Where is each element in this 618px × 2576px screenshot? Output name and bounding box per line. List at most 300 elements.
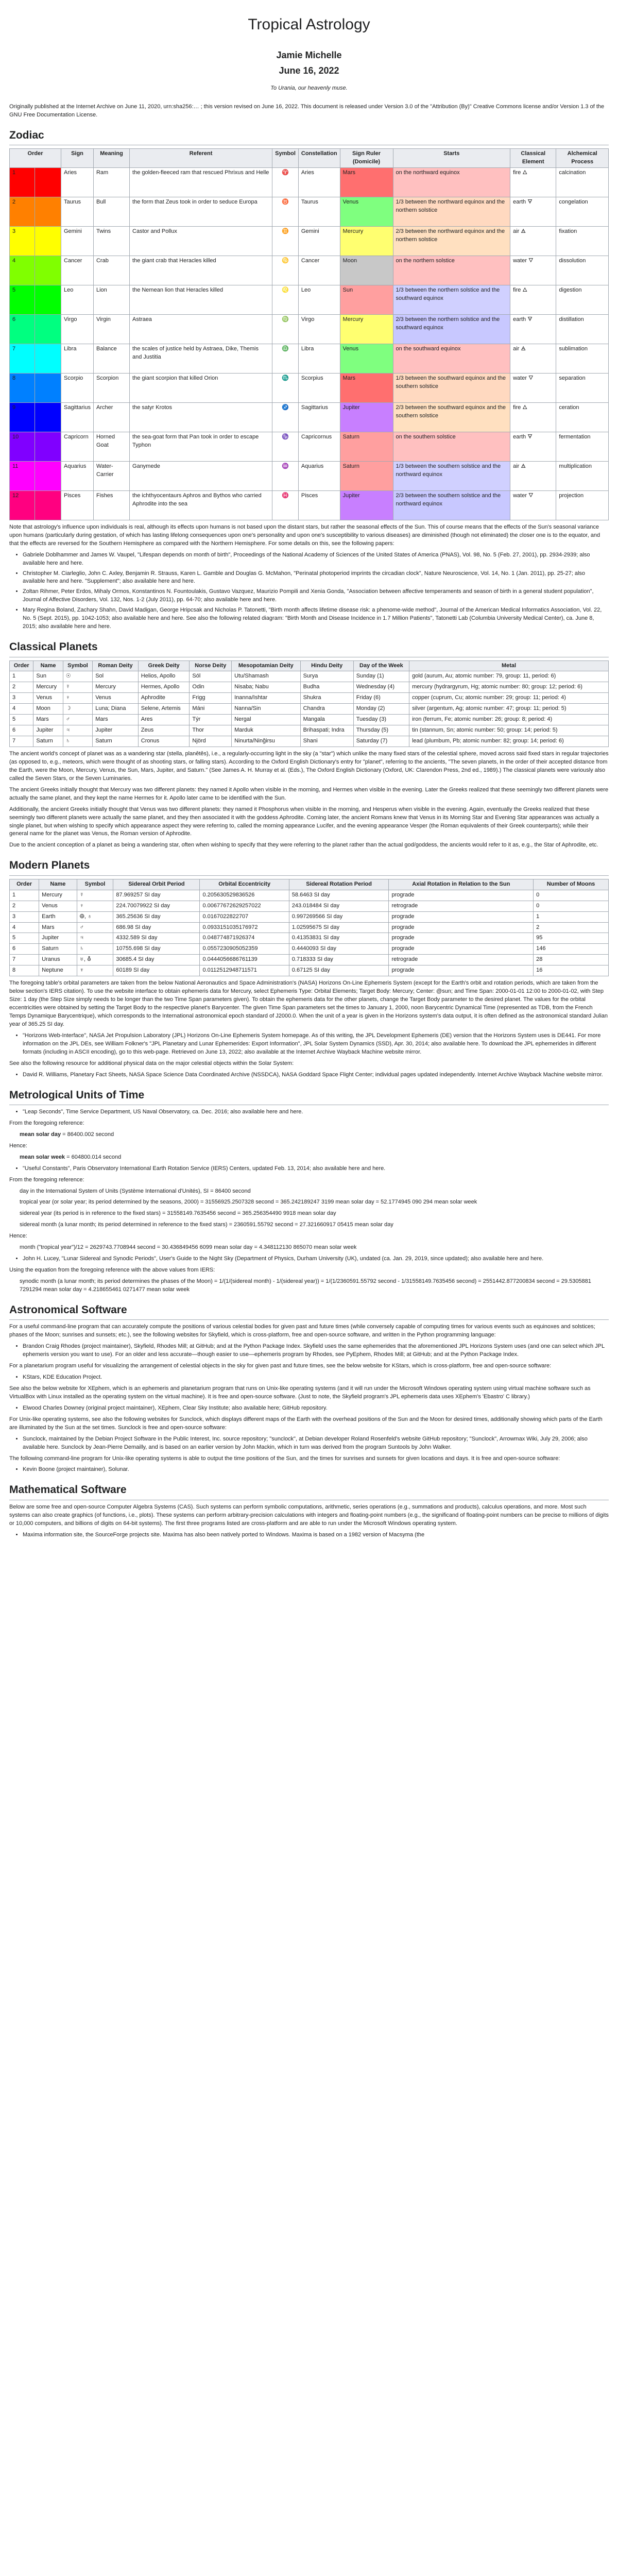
zodiac-row — [10, 344, 609, 373]
table-row — [10, 922, 609, 933]
table-cell: Aphrodite — [138, 693, 190, 704]
reference-item[interactable]: • Brandon Craig Rhodes (project maintainer), Skyfield, Rhodes Mill; at GitHub; and at the Python Package Index. Skyfield uses the same ephemerides that the aforementioned JPL Horizons System uses (and one can select which JPL ephemeris version you want to use). For an older and less accurate—though easier to use—ephemeris program by Rhodes, see PyEphem, Rhodes Mill; at GitHub; and at the Python Package Index. — [23, 1343, 609, 1359]
table-cell: Máni — [190, 704, 232, 715]
metrology-heading: Metrological Units of Time — [9, 1088, 609, 1105]
table-cell: ☿ — [77, 890, 113, 901]
intro-paragraph: Originally published at the Internet Archive on June 11, 2020, urn:sha256:… ; this version revised on June 16, 2022. This document is released under Version 3.0 of the "Attribution (By)" Creative Commons license and/or Version 1.3 of the GNU Free Documentation License. — [9, 103, 605, 118]
table-cell: Hermes, Apollo — [138, 682, 190, 693]
table-row — [10, 944, 609, 955]
constellation-cell: Leo — [298, 285, 340, 314]
publication-date: June 16, 2022 — [279, 65, 339, 76]
table-cell: Ninurta/Ninğirsu — [232, 736, 301, 747]
column-header: Sign Ruler (Domicile) — [340, 148, 393, 167]
process-cell: projection — [556, 490, 609, 520]
column-header: Day of the Week — [353, 660, 409, 671]
sign-cell: Scorpio — [61, 373, 94, 402]
column-header: Number of Moons — [534, 879, 609, 890]
classical-paragraph: The ancient world's concept of planet was as a wandering star (stella, planêtês), i.e., a regularly-occurring light in the sky (a "star") which unlike the many fixed stars of the celestial sphere, moved across said fixed stars in regular trajectories (as opposed to, e.g., meteors, which were thought of as shooting stars, or falling stars). According to the Oxford English Dictionary's entry for "planet", referring to the ancients, "The seven planets, in the order of their accepted distance from the Earth, were the Moon, Mercury, Venus, the Sun, Mars, Jupiter, and Saturn." (See James A. H. Murray et al. (Eds.), The Oxford English Dictionary (Oxford, UK: Clarendon Press, 2nd ed., 1989).) The classical planets were variously also called the Seven Stars, or the Seven Luminaries. — [9, 751, 609, 782]
reference-item[interactable]: • Maxima information site, the SourceForge projects site. Maxima has also been natively ported to Windows. Maxima is based on a 1982 version of Macsyma (the — [23, 1531, 609, 1539]
table-cell: Sól — [190, 671, 232, 682]
table-cell: 87.969257 SI day — [113, 890, 200, 901]
table-cell: Wednesday (4) — [353, 682, 409, 693]
symbol-cell: ♉ — [272, 197, 299, 226]
table-cell: Tuesday (3) — [353, 715, 409, 725]
order-cell: 8 — [10, 373, 35, 402]
process-cell: distillation — [556, 314, 609, 344]
table-row — [10, 725, 609, 736]
table-cell: 2 — [10, 682, 33, 693]
table-cell: Týr — [190, 715, 232, 725]
paragraph: The following command-line program for Unix-like operating systems is able to output the time positions of the Sun, and the times for sunrises and sunsets for given locations and days. It is free and open-source software: — [9, 1455, 560, 1462]
table-cell: Nanna/Sin — [232, 704, 301, 715]
table-cell: ♃ — [63, 725, 92, 736]
table-cell: tin (stannum, Sn; atomic number: 50; group: 14; period: 5) — [409, 725, 609, 736]
order-cell: 7 — [10, 344, 35, 373]
process-cell: digestion — [556, 285, 609, 314]
reference-item[interactable]: • Zoltan Rihmer, Peter Erdos, Mihaly Ormos, Konstantinos N. Fountoulakis, Gustavo Vazquez, Maurizio Pompili and Xenia Gonda, "Association between affective temperaments and season of birth in a general student population", Journal of Affective Disorders, Vol. 132, Nos. 1-2 (July 2011), pp. 64-70; also available here and here. — [23, 588, 609, 604]
table-cell: 0.997269566 SI day — [289, 911, 389, 922]
table-cell: 30685.4 SI day — [113, 955, 200, 965]
sign-cell: Aquarius — [61, 461, 94, 490]
element-cell: fire 🜂 — [510, 402, 556, 432]
reference-item[interactable]: • Christopher M. Ciarleglio, John C. Axley, Benjamin R. Strauss, Karen L. Gamble and Douglas G. McMahon, "Perinatal photoperiod imprints the circadian clock", Nature Neuroscience, Vol. 14, No. 1 (Jan. 2011), pp. 25-27; also available here and here. "Supplement"; also available here and here. — [23, 570, 609, 586]
meaning-cell: Horned Goat — [93, 432, 129, 461]
table-cell: lead (plumbum, Pb; atomic number: 82; group: 14; period: 6) — [409, 736, 609, 747]
color-swatch — [35, 402, 61, 432]
table-cell: Utu/Shamash — [232, 671, 301, 682]
text-line: From the foregoing reference: — [9, 1176, 84, 1183]
ruler-cell: Mercury — [340, 314, 393, 344]
table-cell: copper (cuprum, Cu; atomic number: 29; group: 11; period: 4) — [409, 693, 609, 704]
table-cell: ☿ — [63, 682, 92, 693]
constellation-cell: Gemini — [298, 226, 340, 256]
table-cell: 0.0557230905052359 — [200, 944, 289, 955]
color-swatch — [35, 167, 61, 197]
table-cell: 7 — [10, 955, 39, 965]
table-cell: Cronus — [138, 736, 190, 747]
table-cell: Mars — [39, 922, 77, 933]
sign-cell: Cancer — [61, 256, 94, 285]
column-header: Order — [10, 148, 61, 167]
order-cell: 2 — [10, 197, 35, 226]
element-cell: air 🜁 — [510, 344, 556, 373]
table-cell: 5 — [10, 933, 39, 944]
table-cell: 0.205630529836526 — [200, 890, 289, 901]
starts-cell: on the southern solstice — [393, 432, 510, 461]
table-cell: Marduk — [232, 725, 301, 736]
starts-cell: on the northward equinox — [393, 167, 510, 197]
table-row — [10, 955, 609, 965]
column-header: Metal — [409, 660, 609, 671]
table-cell: prograde — [389, 933, 534, 944]
symbol-cell: ♌ — [272, 285, 299, 314]
symbol-cell: ♍ — [272, 314, 299, 344]
table-cell: 0.41353831 SI day — [289, 933, 389, 944]
process-cell: fermentation — [556, 432, 609, 461]
starts-cell: 2/3 between the northward equinox and the northern solstice — [393, 226, 510, 256]
reference-item[interactable]: • Sunclock, maintained by the Debian Project Software in the Public Interest, Inc. source repository; "sunclock", at Debian developer Roland Rosenfeld's website GitHub repository; "Sunclock", Arrowmax Wiki, July 29, 2006; also available here. Sunclock by Jean-Pierre Demailly, and is based on an earlier version by John Mackin, which in turn was derived from the program Suntools by John Walker. — [23, 1435, 609, 1452]
ruler-cell: Mars — [340, 373, 393, 402]
ruler-cell: Mercury — [340, 226, 393, 256]
modern-references — [23, 1032, 609, 1057]
table-cell: ♄ — [63, 736, 92, 747]
order-cell: 6 — [10, 314, 35, 344]
meaning-cell: Water-Carrier — [93, 461, 129, 490]
sign-cell: Leo — [61, 285, 94, 314]
modern-paragraph: See also the following resource for additional physical data on the major celestial objects within the Solar System: — [9, 1060, 294, 1066]
table-cell: 28 — [534, 955, 609, 965]
reference-item[interactable]: • John H. Lucey, "Lunar Sidereal and Synodic Periods", User's Guide to the Night Sky (Department of Physics, Durham University (UK), undated (ca. Jan. 29, 2019, since updated); also available here and here. — [23, 1255, 609, 1263]
table-cell: Thursday (5) — [353, 725, 409, 736]
column-header: Alchemical Process — [556, 148, 609, 167]
column-header: Sidereal Orbit Period — [113, 879, 200, 890]
table-cell: retrograde — [389, 955, 534, 965]
table-cell: iron (ferrum, Fe; atomic number: 26; group: 8; period: 4) — [409, 715, 609, 725]
table-cell: 16 — [534, 965, 609, 976]
ruler-cell: Venus — [340, 344, 393, 373]
table-cell: Brihaspati; Indra — [300, 725, 353, 736]
ruler-cell: Jupiter — [340, 402, 393, 432]
zodiac-row — [10, 256, 609, 285]
order-cell: 11 — [10, 461, 35, 490]
modern-paragraph: The foregoing table's orbital parameters are taken from the below National Aeronautics and Space Administration's (NASA) Horizons On-Line Ephemeris System (except for the Earth's orbit and rotation periods, which are taken from the below section's IERS citation). To use the website interface to obtain ephemeris data for Mercury, select Ephemeris Type: Orbital Elements; Target Body: Mercury; Center: @sun; and Time Span: 2000-01-01 12:00 to 2000-01-02, with Step Size: 1 day (the Step Size simply needs to be longer than the two Time Span parameters given). To obtain the ephemeris data for the other planets, change the Target Body parameter to the desired planet. The values for the orbital eccentricities were obtained by setting the Target Body to the respective planet's Barycenter. The given Time Span parameters set the times to January 1, 2000, noon Barycentric Dynamical Time (represented as TDB, from the French Temps Dynamique Barycentrique), which corresponds to the International astronomical epoch standard of J2000.0. When the unit of a year is given in the Horizons system's data output, it is often defined as the astronomical standard Julian year of 365.25 SI day. — [9, 980, 608, 1027]
starts-cell: 1/3 between the southern solstice and the northward equinox — [393, 461, 510, 490]
table-cell: Selene, Artemis — [138, 704, 190, 715]
zodiac-header-row — [10, 148, 609, 167]
color-swatch — [35, 432, 61, 461]
process-cell: fixation — [556, 226, 609, 256]
reference-item[interactable]: • Elwood Charles Downey (original project maintainer), XEphem, Clear Sky Institute; also available here; GitHub repository. — [23, 1404, 609, 1413]
reference-item[interactable]: • "Useful Constants", Paris Observatory International Earth Rotation Service (IERS) Centers, updated Feb. 13, 2014; also available here and here. — [23, 1165, 609, 1173]
meaning-cell: Archer — [93, 402, 129, 432]
starts-cell: on the southward equinox — [393, 344, 510, 373]
starts-cell: 2/3 between the northern solstice and the southward equinox — [393, 314, 510, 344]
referent-cell: the golden-fleeced ram that rescued Phrixus and Helle — [130, 167, 272, 197]
table-cell: 7 — [10, 736, 33, 747]
column-header: Symbol — [77, 879, 113, 890]
table-cell: 224.70079922 SI day — [113, 901, 200, 911]
element-cell: earth 🜃 — [510, 432, 556, 461]
column-header: Starts — [393, 148, 510, 167]
text-line: Hence: — [9, 1142, 27, 1149]
zodiac-row — [10, 197, 609, 226]
column-header: Name — [33, 660, 63, 671]
ruler-cell: Saturn — [340, 461, 393, 490]
table-cell: 0 — [534, 901, 609, 911]
referent-cell: the form that Zeus took in order to seduce Europa — [130, 197, 272, 226]
table-cell: Jupiter — [33, 725, 63, 736]
table-cell: 4 — [10, 704, 33, 715]
classical-planets-table — [9, 660, 609, 748]
table-cell: 2 — [10, 901, 39, 911]
term: mean solar week — [20, 1154, 65, 1160]
starts-cell: on the northern solstice — [393, 256, 510, 285]
table-cell: 2 — [534, 922, 609, 933]
table-row — [10, 715, 609, 725]
element-cell: air 🜁 — [510, 226, 556, 256]
table-cell: Mars — [93, 715, 139, 725]
zodiac-row — [10, 373, 609, 402]
color-swatch — [35, 490, 61, 520]
table-cell: Mercury — [33, 682, 63, 693]
table-cell: Budha — [300, 682, 353, 693]
table-cell: Thor — [190, 725, 232, 736]
ruler-cell: Moon — [340, 256, 393, 285]
color-swatch — [35, 226, 61, 256]
table-cell: Mars — [33, 715, 63, 725]
process-cell: dissolution — [556, 256, 609, 285]
symbol-cell: ♊ — [272, 226, 299, 256]
ruler-cell: Jupiter — [340, 490, 393, 520]
starts-cell: 2/3 between the southward equinox and the southern solstice — [393, 402, 510, 432]
table-cell: 4332.589 SI day — [113, 933, 200, 944]
zodiac-note: Note that astrology's influence upon individuals is real, although its effects upon humans is not based upon the distant stars, but rather the seasonal effects of the Sun. This of course means that the effects of the Sun's seasonal variance upon humans (particularly during gestation, of which has lasting lifelong consequences upon one's personality and upon one's susceptibility to various diseases) are diminished (though not eliminated) the closer one is to the equator, and that the effects are reversed for the Southern Hemisphere as compared with the Northern Hemisphere. For some details on this, see the following papers: — [9, 523, 600, 547]
table-cell: mercury (hydrargyrum, Hg; atomic number: 80; group: 12; period: 6) — [409, 682, 609, 693]
table-cell: Monday (2) — [353, 704, 409, 715]
classical-header-row — [10, 660, 609, 671]
reference-item[interactable]: • David R. Williams, Planetary Fact Sheets, NASA Space Science Data Coordinated Archive (NSSDCA), NASA Goddard Space Flight Center; individual pages updated independently. Internet Archive Wayback Machine website mirror. — [23, 1071, 609, 1079]
table-cell: 0.4440093 SI day — [289, 944, 389, 955]
table-cell: 1 — [10, 890, 39, 901]
referent-cell: Astraea — [130, 314, 272, 344]
referent-cell: the sea-goat form that Pan took in order to escape Typhon — [130, 432, 272, 461]
table-cell: Luna; Diana — [93, 704, 139, 715]
symbol-cell: ♑ — [272, 432, 299, 461]
table-row — [10, 890, 609, 901]
table-cell: 0.00677672629257022 — [200, 901, 289, 911]
table-cell: Nisaba; Nabu — [232, 682, 301, 693]
paragraph: For a useful command-line program that can accurately compute the positions of various celestial bodies for given past and future times (while conversely capable of computing times for various events such as equinoxes and solstices; phases of the Moon; sunrises and sunsets; etc.), see the following websites for Skyfield, which is cross-platform, free and open-source software, and written in the Python programming language: — [9, 1324, 595, 1338]
zodiac-row — [10, 461, 609, 490]
table-cell: 365.25636 SI day — [113, 911, 200, 922]
table-cell: Mercury — [93, 682, 139, 693]
reference-item[interactable]: • "Leap Seconds", Time Service Department, US Naval Observatory, ca. Dec. 2016; also available here and here. — [23, 1108, 609, 1116]
process-cell: sublimation — [556, 344, 609, 373]
symbol-cell: ♏ — [272, 373, 299, 402]
starts-cell: 1/3 between the northward equinox and the northern solstice — [393, 197, 510, 226]
symbol-cell: ♐ — [272, 402, 299, 432]
table-cell: Sun — [33, 671, 63, 682]
equation — [20, 1154, 609, 1162]
ruler-cell: Sun — [340, 285, 393, 314]
table-cell: 0 — [534, 890, 609, 901]
table-cell: Saturn — [93, 736, 139, 747]
table-cell: 0.0933151035176972 — [200, 922, 289, 933]
referent-cell: the Nemean lion that Heracles killed — [130, 285, 272, 314]
modern-references-2 — [23, 1071, 609, 1079]
table-cell: 🜨, ♁ — [77, 911, 113, 922]
table-cell: Shani — [300, 736, 353, 747]
table-row — [10, 911, 609, 922]
color-swatch — [35, 314, 61, 344]
reference-item[interactable]: • Gabriele Doblhammer and James W. Vaupel, "Lifespan depends on month of birth", Proceedings of the National Academy of Sciences of the United States of America (PNAS), Vol. 98, No. 5 (Feb. 27, 2001), pp. 2934-2939; also available here and here. — [23, 551, 609, 568]
meaning-cell: Lion — [93, 285, 129, 314]
table-cell: Saturn — [33, 736, 63, 747]
table-cell: 5 — [10, 715, 33, 725]
column-header: Greek Deity — [138, 660, 190, 671]
table-cell: 1 — [10, 671, 33, 682]
column-header: Hindu Deity — [300, 660, 353, 671]
constellation-cell: Libra — [298, 344, 340, 373]
meaning-cell: Bull — [93, 197, 129, 226]
column-header: Norse Deity — [190, 660, 232, 671]
table-cell: ♀ — [77, 901, 113, 911]
table-row — [10, 682, 609, 693]
table-cell: Saturday (7) — [353, 736, 409, 747]
sign-cell: Libra — [61, 344, 94, 373]
table-cell: ♅, ⛢ — [77, 955, 113, 965]
ruler-cell: Venus — [340, 197, 393, 226]
meaning-cell: Fishes — [93, 490, 129, 520]
text-line: Hence: — [9, 1233, 27, 1240]
color-swatch — [35, 285, 61, 314]
referent-cell: the giant scorpion that killed Orion — [130, 373, 272, 402]
column-header: Order — [10, 660, 33, 671]
table-cell: Inanna/Ishtar — [232, 693, 301, 704]
table-cell: Nergal — [232, 715, 301, 725]
zodiac-row — [10, 432, 609, 461]
element-cell: fire 🜂 — [510, 285, 556, 314]
table-row — [10, 965, 609, 976]
color-swatch — [35, 373, 61, 402]
reference-item[interactable]: • Mary Regina Boland, Zachary Shahn, David Madigan, George Hripcsak and Nicholas P. Tatonetti, "Birth month affects lifetime disease risk: a phenome-wide method", Journal of the American Medical Informatics Association, Vol. 22, No. 5 (Sept. 2015), pp. 1042-1053; also available here and here. See also the following related diagram: "Birth Month and Disease Incidence in 1.7 Million Patients", Tatonetti Lab (Columbia University Medical Center), ca. June 8, 2015; also available here and here. — [23, 606, 609, 631]
column-header: Classical Element — [510, 148, 556, 167]
column-header: Meaning — [93, 148, 129, 167]
text-line: Using the equation from the foregoing reference with the above values from IERS: — [9, 1267, 215, 1274]
table-row — [10, 671, 609, 682]
table-cell: 0.0444056686761139 — [200, 955, 289, 965]
meaning-cell: Virgin — [93, 314, 129, 344]
color-swatch — [35, 461, 61, 490]
table-cell: Venus — [33, 693, 63, 704]
table-cell: Helios, Apollo — [138, 671, 190, 682]
column-header: Order — [10, 879, 39, 890]
table-cell: Odin — [190, 682, 232, 693]
meaning-cell: Ram — [93, 167, 129, 197]
meaning-cell: Twins — [93, 226, 129, 256]
table-cell: Uranus — [39, 955, 77, 965]
equation: month ("tropical year")/12 = 2629743.7708944 second = 30.436849456 6099 mean solar day = 4.348112130 865070 mean solar week — [20, 1244, 357, 1251]
table-cell: Jupiter — [93, 725, 139, 736]
referent-cell: the scales of justice held by Astraea, Dike, Themis and Justitia — [130, 344, 272, 373]
table-cell: Sunday (1) — [353, 671, 409, 682]
sign-cell: Virgo — [61, 314, 94, 344]
referent-cell: the giant crab that Heracles killed — [130, 256, 272, 285]
table-cell: 10755.698 SI day — [113, 944, 200, 955]
table-cell: Njörd — [190, 736, 232, 747]
referent-cell: Castor and Pollux — [130, 226, 272, 256]
zodiac-heading: Zodiac — [9, 128, 609, 145]
constellation-cell: Capricornus — [298, 432, 340, 461]
table-cell: silver (argentum, Ag; atomic number: 47; group: 11; period: 5) — [409, 704, 609, 715]
column-header: Symbol — [272, 148, 299, 167]
zodiac-row — [10, 285, 609, 314]
sign-cell: Capricorn — [61, 432, 94, 461]
order-cell: 4 — [10, 256, 35, 285]
table-cell: 1.02595675 SI day — [289, 922, 389, 933]
table-cell: 3 — [10, 911, 39, 922]
process-cell: ceration — [556, 402, 609, 432]
table-row — [10, 693, 609, 704]
table-cell: ♀ — [63, 693, 92, 704]
process-cell: congelation — [556, 197, 609, 226]
table-cell: Shukra — [300, 693, 353, 704]
table-cell: Moon — [33, 704, 63, 715]
order-cell: 9 — [10, 402, 35, 432]
table-cell: Ares — [138, 715, 190, 725]
table-cell: Earth — [39, 911, 77, 922]
column-header: Axial Rotation in Relation to the Sun — [389, 879, 534, 890]
table-cell: prograde — [389, 922, 534, 933]
order-cell: 3 — [10, 226, 35, 256]
table-cell: ♄ — [77, 944, 113, 955]
zodiac-row — [10, 402, 609, 432]
element-cell: air 🜁 — [510, 461, 556, 490]
column-header: Sign — [61, 148, 94, 167]
table-cell: Sol — [93, 671, 139, 682]
table-cell: 0.67125 SI day — [289, 965, 389, 976]
order-cell: 12 — [10, 490, 35, 520]
column-header: Name — [39, 879, 77, 890]
reference-item[interactable]: • Kevin Boone (project maintainer), Solunar. — [23, 1466, 609, 1474]
table-cell: 8 — [10, 965, 39, 976]
classical-planets-heading: Classical Planets — [9, 639, 609, 657]
term: mean solar day — [20, 1131, 61, 1138]
symbol-cell: ♎ — [272, 344, 299, 373]
modern-header-row — [10, 879, 609, 890]
constellation-cell: Sagittarius — [298, 402, 340, 432]
constellation-cell: Aries — [298, 167, 340, 197]
color-swatch — [35, 344, 61, 373]
table-cell: Venus — [93, 693, 139, 704]
equation: sidereal year (its period is in reference to the fixed stars) = 31558149.7635456 second = 365.256354490 9918 mean solar day — [20, 1210, 336, 1217]
column-header: Mesopotamian Deity — [232, 660, 301, 671]
sign-cell: Gemini — [61, 226, 94, 256]
table-cell: 686.98 SI day — [113, 922, 200, 933]
table-cell: 0.0112512948711571 — [200, 965, 289, 976]
column-header: Roman Deity — [93, 660, 139, 671]
element-cell: fire 🜂 — [510, 167, 556, 197]
page-title: Tropical Astrology — [248, 16, 370, 33]
table-row — [10, 736, 609, 747]
classical-paragraph: Due to the ancient conception of a planet as being a wandering star, often when wishing to specify that they were referring to the planet rather than the actual god/goddess, the ancients would refer to it as, e.g., the Star of Aphrodite, etc. — [9, 842, 598, 849]
table-cell: ♆ — [77, 965, 113, 976]
order-cell: 1 — [10, 167, 35, 197]
table-cell: 146 — [534, 944, 609, 955]
table-cell: ♃ — [77, 933, 113, 944]
table-cell: 0.048774871926374 — [200, 933, 289, 944]
table-cell: prograde — [389, 890, 534, 901]
reference-item[interactable]: • "Horizons Web-Interface", NASA Jet Propulsion Laboratory (JPL) Horizons On-Line Ephemeris System homepage. As of this writing, the JPL Development Ephemeris (DE) version that the Horizons System uses is DE441. For more information on the JPL DEs, see William Folkner's "JPL Planetary and Lunar Ephemerides: Export Information", JPL Solar System Dynamics (SSD), Apr. 30, 2014; also available here. To download the JPL ephemerides in different formats (including in ASCII encoding), go to this web-page. Retrieved on June 13, 2022; also available at the Internet Archive Wayback Machine website mirror. — [23, 1032, 609, 1057]
column-header: Orbital Eccentricity — [200, 879, 289, 890]
text-line: From the foregoing reference: — [9, 1120, 84, 1126]
column-header: Sidereal Rotation Period — [289, 879, 389, 890]
table-cell: Jupiter — [39, 933, 77, 944]
modern-planets-heading: Modern Planets — [9, 858, 609, 875]
equation: synodic month (a lunar month; its period determines the phases of the Moon) = 1/(1/(sidereal month) - 1/(sidereal year)) = 1/(1/2360591.55792 second - 1/31558149.7635456 second) = 2551442.877200834 second = 29.5305881 7291294 mean solar day = 4.218655461 0271477 mean solar week — [20, 1278, 591, 1293]
equation — [20, 1131, 609, 1139]
equation: day in the International System of Units (Système International d'Unités), SI = 86400 second — [20, 1188, 251, 1194]
table-cell: Saturn — [39, 944, 77, 955]
reference-item[interactable]: • KStars, KDE Education Project. — [23, 1374, 609, 1382]
starts-cell: 1/3 between the northern solstice and the southward equinox — [393, 285, 510, 314]
symbol-cell: ♈ — [272, 167, 299, 197]
table-cell: 95 — [534, 933, 609, 944]
referent-cell: the satyr Krotos — [130, 402, 272, 432]
zodiac-table — [9, 148, 609, 520]
table-cell: retrograde — [389, 901, 534, 911]
sign-cell: Pisces — [61, 490, 94, 520]
